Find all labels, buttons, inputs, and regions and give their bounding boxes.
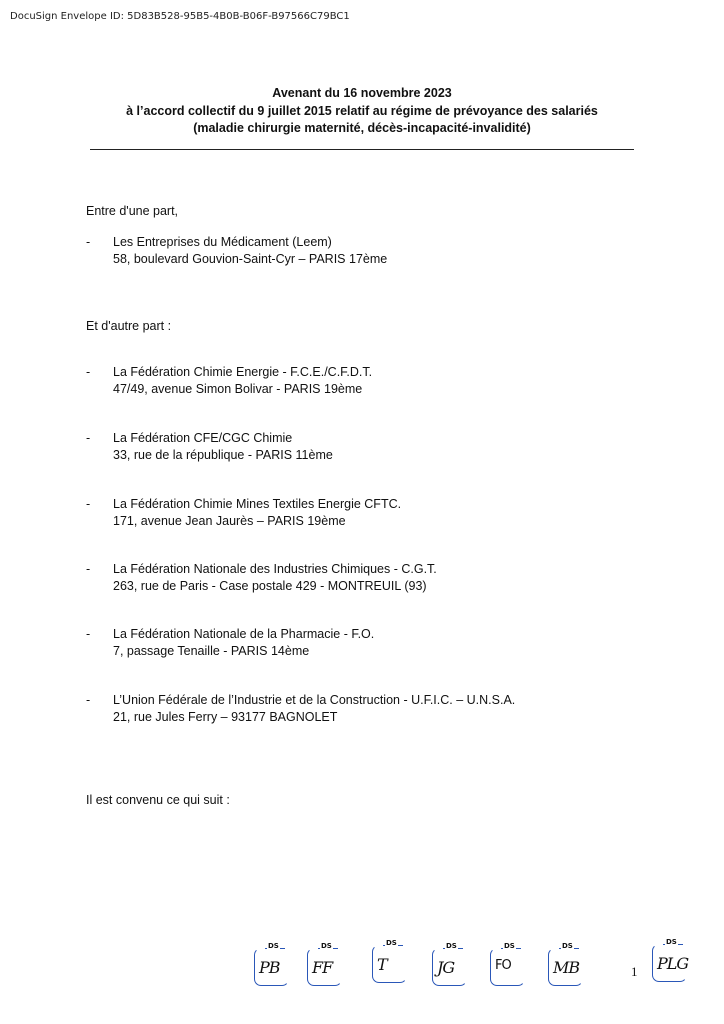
stamp-initials: MB (553, 958, 580, 977)
initials-stamp[interactable] (652, 938, 689, 982)
party-name: Les Entreprises du Médicament (Leem) (113, 235, 332, 249)
stamp-label: DS (504, 942, 515, 950)
party-address: 33, rue de la république - PARIS 11ème (113, 447, 333, 462)
initials-stamp[interactable] (548, 942, 583, 986)
initials-stamp[interactable] (372, 939, 407, 983)
party-dash: - (86, 497, 91, 511)
stamp-initials: JG (437, 958, 455, 977)
title-divider (90, 149, 634, 150)
party-dash: - (86, 562, 91, 576)
initials-stamp[interactable] (490, 942, 525, 986)
party-address: 21, rue Jules Ferry – 93177 BAGNOLET (113, 709, 338, 724)
title-line-3: (maladie chirurgie maternité, décès-incapacité-invalidité) (193, 121, 531, 135)
stamp-label: DS (268, 942, 279, 950)
party-address: 7, passage Tenaille - PARIS 14ème (113, 643, 310, 658)
party-name: La Fédération Nationale des Industries Chimiques - C.G.T. (113, 562, 437, 576)
initials-stamp[interactable] (307, 942, 342, 986)
party-name: La Fédération CFE/CGC Chimie (113, 431, 293, 445)
stamp-label: DS (386, 939, 397, 947)
party-address: 263, rue de Paris - Case postale 429 - MONTREUIL (93) (113, 578, 427, 593)
stamp-initials: FF (312, 958, 333, 977)
party-dash: - (86, 431, 91, 445)
agreed-text: Il est convenu ce qui suit : (86, 793, 230, 807)
initials-stamp[interactable] (254, 942, 289, 986)
title-line-1: Avenant du 16 novembre 2023 (272, 86, 452, 100)
stamp-label: DS (666, 938, 677, 946)
second-part-label: Et d'autre part : (86, 319, 172, 333)
party-address: 58, boulevard Gouvion-Saint-Cyr – PARIS 17ème (113, 251, 388, 266)
party-dash: - (86, 365, 91, 379)
stamp-initials: FO (495, 958, 511, 973)
party-name: La Fédération Chimie Mines Textiles Energie CFTC. (113, 497, 402, 511)
envelope-id: DocuSign Envelope ID: 5D83B528-95B5-4B0B-B06F-B97566C79BC1 (10, 11, 350, 22)
page-number: 1 (631, 964, 638, 979)
stamp-label: DS (446, 942, 457, 950)
document-title (90, 85, 634, 138)
stamp-initials: PLG (657, 954, 689, 973)
stamp-initials: PB (259, 958, 280, 977)
first-part-label: Entre d'une part, (86, 204, 179, 218)
party-dash: - (86, 235, 91, 249)
party-dash: - (86, 627, 91, 641)
initials-stamp[interactable] (432, 942, 467, 986)
stamp-label: DS (321, 942, 332, 950)
party-name: L’Union Fédérale de l’Industrie et de la Construction - U.F.I.C. – U.N.S.A. (113, 693, 516, 707)
party-name: La Fédération Chimie Energie - F.C.E./C.F.D.T. (113, 365, 373, 379)
party-name: La Fédération Nationale de la Pharmacie - F.O. (113, 627, 375, 641)
title-line-2: à l’accord collectif du 9 juillet 2015 relatif au régime de prévoyance des salariés (126, 103, 598, 118)
stamp-initials: T (377, 955, 387, 974)
party-address: 171, avenue Jean Jaurès – PARIS 19ème (113, 513, 346, 528)
party-dash: - (86, 693, 91, 707)
party-address: 47/49, avenue Simon Bolivar - PARIS 19ème (113, 381, 363, 396)
stamp-label: DS (562, 942, 573, 950)
